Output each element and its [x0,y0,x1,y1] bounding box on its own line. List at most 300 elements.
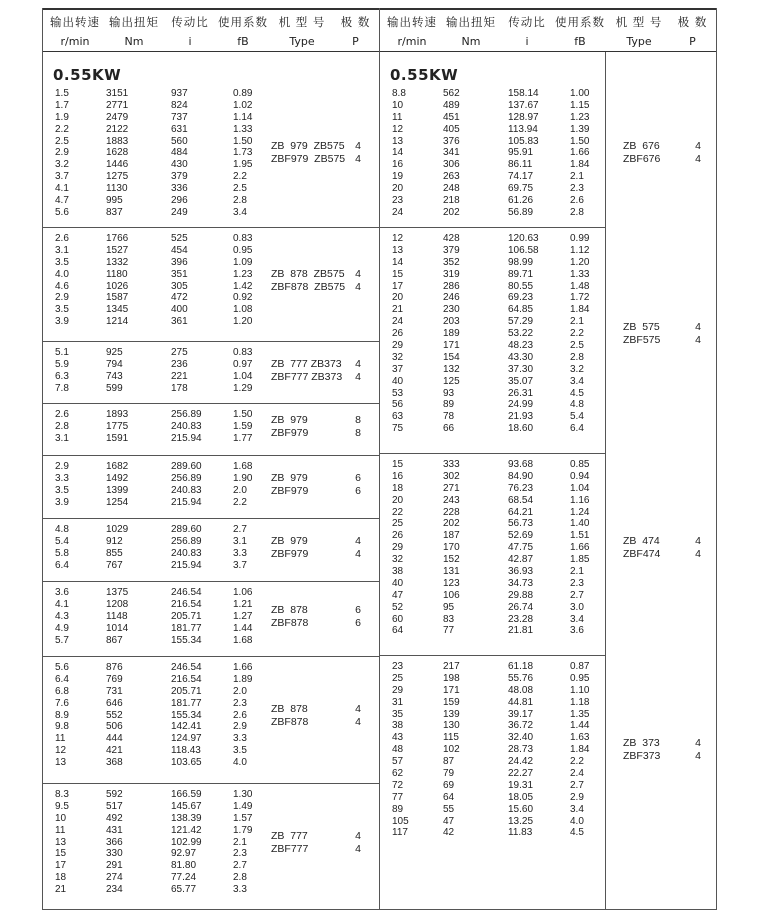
output-speed: 5.6 [55,206,69,218]
pole-count: 6 [355,484,361,497]
output-torque: 202 [443,518,460,530]
table-row [380,171,605,183]
output-speed: 21 [55,884,67,896]
ratio: 216.54 [171,673,202,685]
table-row [43,623,268,635]
output-speed: 14 [392,256,404,268]
motor-power-label: 0.55KW [390,66,459,84]
service-factor: 2.5 [570,340,584,352]
output-speed: 3.6 [55,587,69,598]
ratio: 18.05 [508,791,534,803]
service-factor: 1.85 [570,554,590,566]
ratio: 69.75 [508,183,534,195]
spec-group [43,518,379,581]
output-torque: 243 [443,494,460,506]
output-torque: 912 [106,535,123,547]
ratio: 118.43 [171,745,201,757]
table-row [380,195,605,207]
service-factor: 3.3 [233,547,247,559]
table-row [380,554,605,566]
output-speed: 5.4 [55,535,69,547]
service-factor: 2.7 [570,589,584,601]
service-factor: 1.44 [233,622,253,634]
table-row [43,183,268,195]
table-row [43,710,268,722]
output-torque: 139 [443,708,460,720]
output-torque: 2771 [106,99,129,111]
output-torque: 1208 [106,598,129,610]
table-row [380,281,605,293]
ratio: 379 [171,171,188,183]
pole-count: 6 [355,616,361,629]
output-speed: 11 [392,111,403,123]
service-factor: 1.15 [570,99,590,111]
ratio: 55.76 [508,672,534,684]
service-factor: 1.40 [570,518,590,530]
spec-group [380,227,716,453]
ratio: 106.58 [508,244,539,256]
model-type: ZB 979 [271,471,308,484]
header-label-en: Nm [461,35,481,48]
output-speed: 29 [392,684,404,696]
model-type: ZB 878 [271,702,308,715]
service-factor: 1.04 [233,370,253,382]
table-row [43,233,268,245]
spec-rows [43,88,268,219]
ratio: 221 [171,370,188,382]
table-row [380,471,605,483]
ratio: 74.17 [508,171,534,183]
output-torque: 170 [443,542,460,554]
ratio: 128.97 [508,111,539,123]
model-type: ZB 979 ZB575 [271,140,345,153]
output-torque: 1775 [106,420,129,432]
output-torque: 2479 [106,111,129,123]
output-torque: 1527 [106,244,129,256]
table-row [380,744,605,756]
output-speed: 15 [392,268,404,280]
ratio: 89.71 [508,268,534,280]
model-type: ZBF777 [271,842,309,855]
output-speed: 2.9 [55,147,69,159]
output-torque: 286 [443,280,460,292]
ratio: 56.73 [508,518,534,530]
output-speed: 40 [392,375,404,387]
table-row [380,792,605,804]
output-torque: 1026 [106,280,129,292]
output-speed: 31 [392,696,404,708]
header-label-en: fB [574,35,586,48]
service-factor: 1.66 [233,662,253,673]
table-row [43,825,268,837]
service-factor: 1.89 [233,673,253,685]
model-type: ZBF878 ZB575 [271,280,346,293]
output-torque: 132 [443,363,460,375]
type-column-divider [605,52,606,909]
table-row [380,233,605,245]
output-speed: 12 [392,233,404,244]
output-torque: 444 [106,733,123,745]
service-factor: 1.48 [570,280,590,292]
output-torque: 376 [443,135,460,147]
group-divider [43,341,379,342]
service-factor: 3.5 [233,745,247,757]
ratio: 21.93 [508,411,534,423]
output-torque: 77 [443,625,455,637]
output-speed: 53 [392,387,404,399]
table-row [380,756,605,768]
output-torque: 552 [106,709,123,721]
pole-count: 8 [355,413,361,426]
ratio: 11.83 [508,827,533,839]
ratio: 120.63 [508,233,539,244]
service-factor: 3.4 [570,613,584,625]
model-type: ZBF777 ZB373 [271,370,343,383]
group-divider [43,403,379,404]
service-factor: 1.33 [233,123,253,135]
output-speed: 35 [392,708,404,720]
table-row [380,780,605,792]
group-divider [43,455,379,456]
table-row [380,112,605,124]
model-type: ZB 373 [623,737,660,750]
output-torque: 115 [443,732,459,744]
output-torque: 562 [443,88,460,99]
service-factor: 1.95 [233,159,253,171]
output-torque: 1180 [106,268,128,280]
left-table-half [42,8,379,910]
service-factor: 1.63 [570,732,590,744]
ratio: 181.77 [171,697,202,709]
service-factor: 2.8 [570,351,584,363]
output-speed: 24 [392,316,404,328]
ratio: 246.54 [171,662,202,673]
table-row [380,388,605,400]
table-row [380,364,605,376]
output-speed: 9.8 [55,721,69,733]
group-divider [380,655,605,656]
model-type: ZBF979 ZB575 [271,153,346,166]
pole-count: 4 [355,357,361,370]
spec-rows [43,524,268,572]
output-torque: 130 [443,720,460,732]
service-factor: 6.4 [570,423,584,435]
output-torque: 451 [443,111,460,123]
output-torque: 431 [106,824,123,836]
output-torque: 995 [106,195,123,207]
output-torque: 69 [443,779,455,791]
table-row [43,536,268,548]
service-factor: 1.23 [570,111,590,123]
group-divider [43,227,379,228]
service-factor: 3.0 [570,601,584,613]
service-factor: 1.77 [233,432,253,444]
output-speed: 12 [55,745,67,757]
table-row [380,159,605,171]
output-speed: 4.1 [55,598,69,610]
output-speed: 6.4 [55,673,69,685]
spec-group [43,783,379,910]
output-torque: 330 [106,848,123,860]
pole-count: 4 [695,737,701,750]
output-speed: 29 [392,340,404,352]
ratio: 178 [171,382,188,394]
table-row [43,860,268,872]
ratio: 351 [171,268,188,280]
service-factor: 3.3 [233,884,247,896]
ratio: 400 [171,304,188,316]
output-speed: 37 [392,363,404,375]
output-speed: 10 [392,99,404,111]
output-speed: 11 [55,824,66,836]
service-factor: 2.3 [233,848,247,860]
output-torque: 218 [443,195,460,207]
output-speed: 2.9 [55,461,69,472]
ratio: 81.80 [171,860,197,872]
table-row [43,433,268,445]
output-torque: 1375 [106,587,129,598]
output-speed: 5.1 [55,347,69,358]
output-torque: 66 [443,423,455,435]
service-factor: 1.73 [233,147,253,159]
service-factor: 1.12 [570,244,590,256]
output-torque: 1591 [106,432,129,444]
table-row [380,483,605,495]
table-row [380,804,605,816]
output-torque: 428 [443,233,460,244]
group-divider [43,518,379,519]
output-speed: 3.9 [55,496,69,508]
ratio: 39.17 [508,708,534,720]
spec-group [43,455,379,518]
table-row [380,507,605,519]
service-factor: 2.2 [233,496,247,508]
ratio: 155.34 [171,634,202,646]
ratio: 124.97 [171,733,202,745]
ratio: 61.26 [508,195,534,207]
ratio: 215.94 [171,496,202,508]
header-label-cn: 极 数 [340,15,371,29]
service-factor: 1.50 [233,409,253,420]
model-type: ZBF878 [271,616,309,629]
ratio: 249 [171,206,188,218]
service-factor: 3.2 [570,363,584,375]
output-torque: 89 [443,399,455,411]
ratio: 28.73 [508,744,534,756]
output-torque: 341 [443,147,460,159]
ratio: 246.54 [171,587,202,598]
output-speed: 117 [392,827,408,839]
service-factor: 2.3 [570,577,584,589]
output-torque: 2122 [106,123,129,135]
table-row [43,611,268,623]
output-speed: 13 [392,135,404,147]
ratio: 737 [171,111,188,123]
model-type: ZBF979 [271,426,309,439]
output-speed: 29 [392,542,404,554]
output-torque: 55 [443,803,455,815]
ratio: 103.65 [171,757,202,769]
spec-group [380,655,716,910]
table-row [380,518,605,530]
header-label-cn: 输出转速 [387,15,437,29]
ratio: 256.89 [171,409,202,420]
output-speed: 12 [392,123,404,135]
service-factor: 1.00 [570,88,590,99]
service-factor: 3.6 [570,625,584,637]
spec-rows [43,662,268,769]
header-label-en: P [689,35,696,48]
ratio: 158.14 [508,88,539,99]
ratio: 13.25 [508,815,534,827]
output-speed: 4.1 [55,183,69,195]
ratio: 98.99 [508,256,534,268]
table-row [43,587,268,599]
output-torque: 1766 [106,233,129,244]
output-torque: 405 [443,123,460,135]
service-factor: 2.3 [233,697,247,709]
service-factor: 2.1 [570,316,584,328]
table-row [380,578,605,590]
table-row [43,872,268,884]
ratio: 105.83 [508,135,539,147]
service-factor: 1.21 [233,598,253,610]
output-speed: 18 [392,482,404,494]
output-speed: 13 [55,836,67,848]
table-row [43,837,268,849]
ratio: 47.75 [508,542,534,554]
output-speed: 40 [392,577,404,589]
ratio: 472 [171,292,188,304]
output-torque: 95 [443,601,455,613]
header-label-cn: 极 数 [677,15,708,29]
output-torque: 217 [443,661,460,672]
service-factor: 2.0 [233,685,247,697]
table-row [43,195,268,207]
output-torque: 769 [106,673,123,685]
model-type: ZBF373 [623,750,661,763]
table-row [43,269,268,281]
pole-count: 4 [695,321,701,334]
ratio: 69.23 [508,292,534,304]
service-factor: 1.44 [570,720,590,732]
header-label-en: r/min [60,35,90,48]
output-speed: 26 [392,328,404,340]
model-type: ZB 575 [623,321,660,334]
output-speed: 63 [392,411,404,423]
output-torque: 246 [443,292,460,304]
output-torque: 152 [443,554,460,566]
service-factor: 0.85 [570,459,590,470]
ratio: 37.30 [508,363,534,375]
model-type: ZB 777 ZB373 [271,357,342,370]
output-torque: 352 [443,256,460,268]
table-row [380,590,605,602]
ratio: 84.90 [508,470,534,482]
ratio: 64.21 [508,506,534,518]
model-type: ZBF575 [623,334,661,347]
output-speed: 8.9 [55,709,69,721]
service-factor: 0.94 [570,470,590,482]
output-speed: 4.8 [55,524,69,535]
header-label-cn: 输出扭矩 [446,15,496,29]
service-factor: 1.68 [233,461,253,472]
table-row [43,635,268,647]
service-factor: 0.83 [233,347,253,358]
output-torque: 1275 [106,171,129,183]
service-factor: 4.5 [570,387,584,399]
model-type: ZB 878 ZB575 [271,267,345,280]
output-speed: 4.0 [55,268,69,280]
output-speed: 7.6 [55,697,69,709]
output-speed: 5.7 [55,634,69,646]
ratio: 43.30 [508,351,534,363]
service-factor: 0.87 [570,661,590,672]
service-factor: 5.4 [570,411,584,423]
output-torque: 78 [443,411,455,423]
service-factor: 3.3 [233,733,247,745]
output-torque: 202 [443,206,460,218]
table-row [43,136,268,148]
service-factor: 2.1 [233,836,247,848]
service-factor: 2.2 [570,328,584,340]
output-torque: 1029 [106,524,129,535]
output-speed: 2.9 [55,292,69,304]
output-speed: 5.6 [55,662,69,673]
table-row [43,371,268,383]
output-torque: 333 [443,459,460,470]
service-factor: 1.29 [233,382,253,394]
service-factor: 2.8 [233,872,247,884]
output-torque: 171 [443,340,460,352]
service-factor: 3.4 [570,375,584,387]
output-torque: 125 [443,375,460,387]
table-row [43,721,268,733]
table-row [380,459,605,471]
output-torque: 3151 [106,88,129,99]
model-type: ZBF676 [623,153,661,166]
spec-group [43,341,379,403]
table-row [43,257,268,269]
service-factor: 1.20 [233,316,253,328]
ratio: 275 [171,347,188,358]
pole-count: 4 [355,534,361,547]
ratio: 64.85 [508,304,534,316]
reducer-selection-table [42,8,717,910]
output-speed: 15 [392,459,404,470]
service-factor: 1.50 [233,135,253,147]
output-torque: 154 [443,351,460,363]
output-speed: 21 [392,304,404,316]
output-torque: 366 [106,836,123,848]
table-row [380,88,605,100]
table-row [43,745,268,757]
spec-group [43,656,379,783]
service-factor: 2.0 [233,484,247,496]
output-torque: 1332 [106,256,129,268]
service-factor: 1.02 [233,99,253,111]
header-label-cn: 输出转速 [50,15,100,29]
ratio: 560 [171,135,188,147]
output-speed: 4.6 [55,280,69,292]
header-label-en: fB [237,35,249,48]
output-torque: 743 [106,370,123,382]
output-speed: 3.1 [55,432,69,444]
service-factor: 4.5 [570,827,584,839]
service-factor: 3.7 [233,559,247,571]
output-torque: 489 [443,99,460,111]
output-torque: 274 [106,872,123,884]
